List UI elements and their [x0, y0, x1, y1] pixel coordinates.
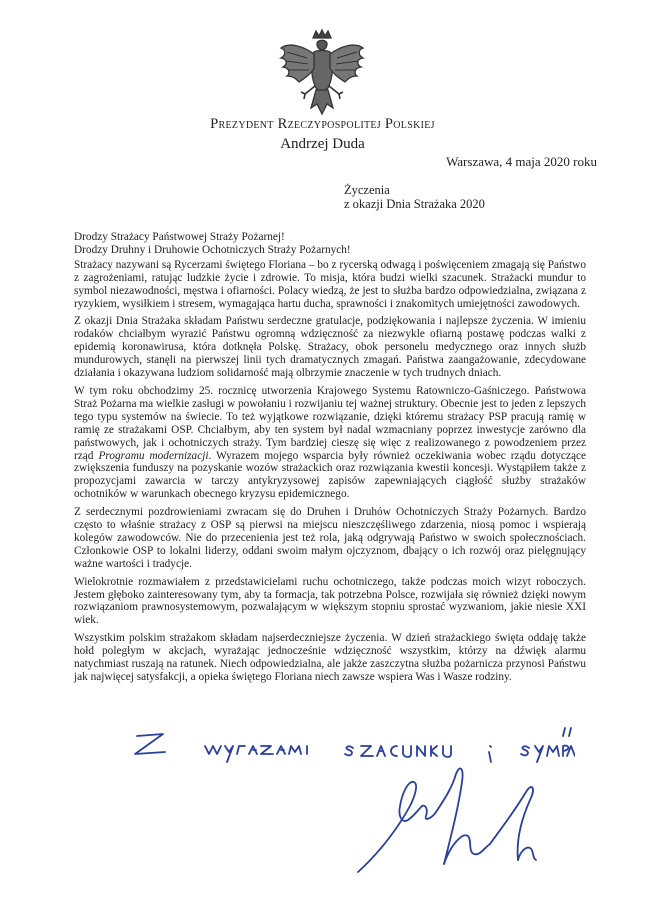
salutation-line-1: Drodzy Strażacy Państwowej Straży Pożarnej!	[74, 231, 285, 243]
subject-line-2: z okazji Dnia Strażaka 2020	[344, 197, 485, 211]
subject-line-1: Życzenia	[344, 183, 390, 197]
letter-subject	[344, 183, 485, 211]
president-name: Andrzej Duda	[280, 136, 365, 152]
letter-body	[74, 231, 586, 689]
paragraph-1: Strażacy nazywani są Rycerzami świętego Floriana – bo z rycerską odwagą i poświęceniem zmagają się Państwo z zagrożeniami, ratując ludzkie życie i zdrowie. To misja, która budzi wielki szacunek. Strażacki mundur to symbol niezawodności, męstwa i ofiarności. Polacy wiedzą, że jest to służba bardzo odpowiedzialna, związana z ryzykiem, wysiłkiem i stresem, wymagająca hartu ducha, sprawności i znakomitych umiejętności zawodowych.	[74, 258, 586, 310]
letterhead	[0, 116, 645, 153]
paragraph-3-text-b: . Wyrazem mojego wsparcia były również oczekiwania wobec rządu dotyczące zwiększenia funduszy na pozyskanie wozów strażackich oraz rozwiązania kwestii koncesji. Wystąpiłem także z propozycjami zawarcia w tarczy antykryzysowej zapisów zapewniających ciągłość służby strażaków ochotników w warunkach obecnego kryzysu epidemicznego.	[74, 449, 587, 501]
office-title: Prezydent Rzeczypospolitej Polskiej	[210, 116, 435, 132]
salutation	[74, 231, 586, 257]
paragraph-5: Wielokrotnie rozmawiałem z przedstawicielami ruchu ochotniczego, także podczas moich wizyt roboczych. Jestem głęboko zainteresowany tym, aby ta formacja, tak potrzebna Polsce, rozwijała się również dzięki nowym rozwiązaniom prawnosystemowym, pozwalającym w większym stopniu sprostać wyzwaniom, jakie niesie XXI wiek.	[74, 575, 586, 627]
paragraph-3	[74, 385, 586, 501]
polish-eagle-emblem-icon	[277, 28, 367, 124]
handwritten-signature-icon	[340, 760, 570, 890]
place-date: Warszawa, 4 maja 2020 roku	[446, 154, 597, 169]
paragraph-2: Z okazji Dnia Strażaka składam Państwu serdeczne gratulacje, podziękowania i najlepsze życzenia. W imieniu rodaków chciałbym wyrazić Państwu ogromną wdzięczność za niezwykle ofiarną postawę podczas walki z epidemią koronawirusa, która dotknęła Polskę. Strażacy, obok personelu medycznego oraz innych służb mundurowych, stanęli na pierwszej linii tych dramatycznych zmagań. Państwa zaangażowanie, zdecydowane działania i okazywana ludziom solidarność mają olbrzymie znaczenie w tych trudnych dniach.	[74, 315, 586, 380]
paragraph-4: Z serdecznymi pozdrowieniami zwracam się do Druhen i Druhów Ochotniczych Straży Pożarnych. Bardzo często to właśnie strażacy z OSP są pierwsi na miejscu nieszczęśliwego zdarzenia, niosą pomoc i wspierają kolegów zawodowców. Nie do przecenienia jest też rola, jaką odgrywają Państwo w swoich społecznościach. Członkowie OSP to lokalni liderzy, oddani swoim małym ojczyznom, dbający o ich rozwój oraz pielęgnujący ważne wartości i tradycje.	[74, 506, 586, 570]
salutation-line-2: Drodzy Druhny i Druhowie Ochotniczych Straży Pożarnych!	[74, 243, 351, 256]
paragraph-6: Wszystkim polskim strażakom składam najserdeczniejsze życzenia. W dzień strażackiego święta oddaję także hołd poległym w akcjach, wyrażając jednocześnie wdzięczność wszystkim, którzy na dźwięk alarmu natychmiast ruszają na ratunek. Niech odpowiedzialna, ale jakże zaszczytna służba pożarnicza przynosi Państwu jak najwięcej satysfakcji, a opieka świętego Floriana niech zawsze wspiera Was i Wasze rodziny.	[74, 632, 586, 683]
program-name: Programu modernizacji	[98, 449, 209, 462]
paragraph-3-text-a: W tym roku obchodzimy 25. rocznicę utworzenia Krajowego Systemu Ratowniczo-Gaśniczego. Państwowa Straż Pożarna ma wielkie zasługi w powołaniu i rozwijaniu tej ważnej struktury. Obecnie jest to jeden z lepszych tego typu systemów na świecie. To też wyjątkowe rozwiązanie, dzięki któremu strażacy PSP pracują ramię w ramię ze strażakami OSP. Chciałbym, aby ten system był nadal wzmacniany poprzez inwestycje zarówno dla państwowych, jak i ochotniczych straży. Tym bardziej cieszę się więc z realizowanego z powodzeniem przez rząd	[74, 384, 586, 462]
